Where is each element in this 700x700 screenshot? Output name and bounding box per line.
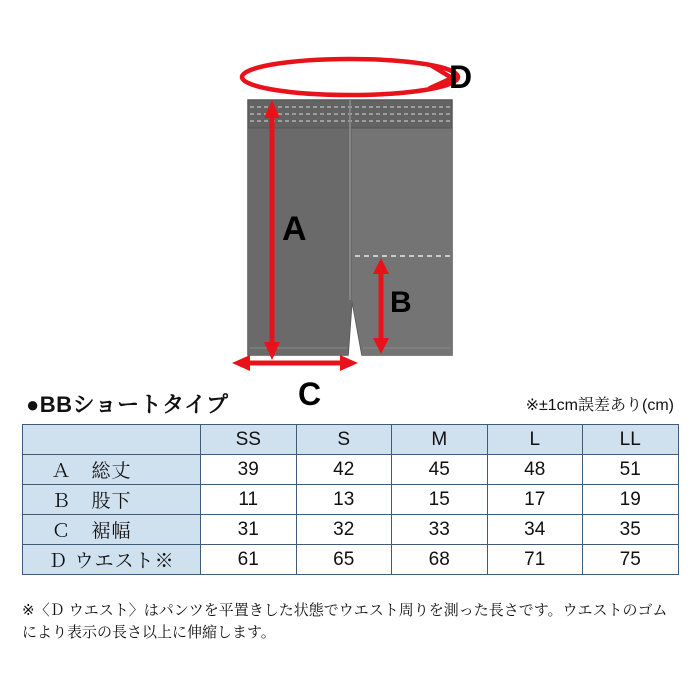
row-label-a [23,455,201,485]
table-header-row [23,425,679,455]
row-label-d [23,545,201,575]
size-header-s: S [296,425,392,455]
cell-c-m: 33 [392,515,488,545]
cell-a-l: 48 [487,455,583,485]
dimension-label-c: C [298,376,322,412]
dimension-c-arrow [232,355,358,371]
row-label-a-text: Ａ 総丈 [51,461,132,482]
table-row [23,515,679,545]
cell-d-m: 68 [392,545,488,575]
dimension-label-b: B [390,286,412,319]
size-header-ss: SS [201,425,297,455]
cell-c-ll: 35 [583,515,679,545]
cell-c-l: 34 [487,515,583,545]
size-chart-table [22,424,679,575]
dimension-d-waist [242,59,458,95]
row-label-c-text: Ｃ 裾幅 [51,521,132,542]
cell-b-m: 15 [392,485,488,515]
cell-c-s: 32 [296,515,392,545]
waist-footnote: ※〈Ｄ ウエスト〉はパンツを平置きした状態でウエスト周りを測った長さです。ウエストのゴムにより表示の長さ以上に伸縮します。 [22,602,668,641]
table-title-row [0,388,700,424]
cell-b-l: 17 [487,485,583,515]
cell-d-s: 65 [296,545,392,575]
tolerance-note: ※±1cm誤差あり(cm) [525,397,674,414]
cell-d-l: 71 [487,545,583,575]
cell-a-s: 42 [296,455,392,485]
size-header-l: L [487,425,583,455]
cell-a-ss: 39 [201,455,297,485]
garment-shape [248,100,452,355]
row-label-b-text: Ｂ 股下 [51,491,132,512]
product-type-title: ●BBショートタイプ [26,392,229,417]
size-header-m: M [392,425,488,455]
cell-a-m: 45 [392,455,488,485]
row-label-b [23,485,201,515]
row-label-c [23,515,201,545]
size-header-ll: LL [583,425,679,455]
cell-b-ll: 19 [583,485,679,515]
cell-b-ss: 11 [201,485,297,515]
cell-d-ss: 61 [201,545,297,575]
table-corner-cell [23,425,201,455]
row-label-d-text: Ｄ ウエスト※ [48,551,175,572]
cell-c-ss: 31 [201,515,297,545]
cell-b-s: 13 [296,485,392,515]
dimension-label-a: A [282,210,307,248]
table-row [23,485,679,515]
cell-a-ll: 51 [583,455,679,485]
table-row [23,455,679,485]
table-row [23,545,679,575]
cell-d-ll: 75 [583,545,679,575]
dimension-label-d: D [449,59,473,95]
